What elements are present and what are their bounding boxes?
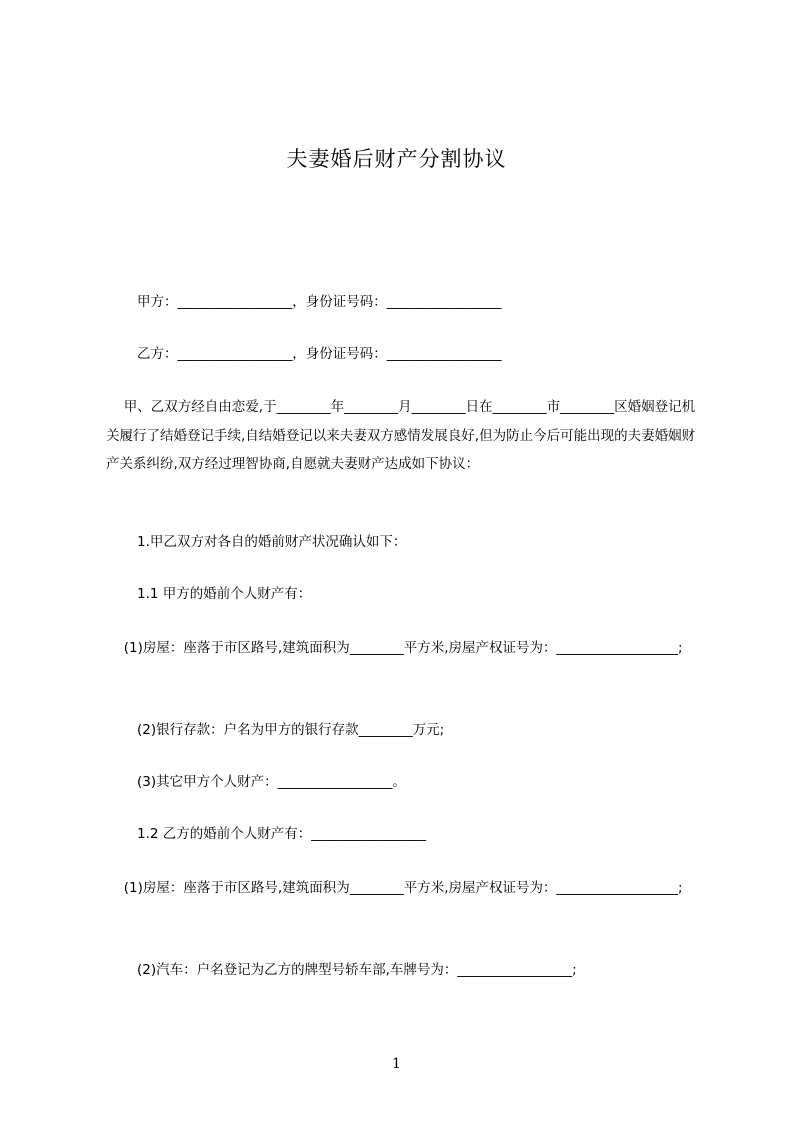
intro-paragraph: 甲、乙双方经自由恋爱,于________年________月________日在________市________区婚姻登记机关履行了结婚登记手续,自结婚登记以来夫妻双方感情发展良好,但为防止今后可能出现的夫妻婚姻财产关系纠纷,双方经过理智协商,自愿就夫妻财产达成如下协议： xyxy=(106,399,696,472)
party-a-deposit-item: (2)银行存款：户名为甲方的银行存款________万元; xyxy=(137,722,445,738)
clause-1-2: 1.2 乙方的婚前个人财产有：_________________ xyxy=(137,826,427,842)
party-b-house-item: (1)房屋：座落于市区路号,建筑面积为________平方米,房屋产权证号为：__________________; xyxy=(106,880,683,896)
page-number: 1 xyxy=(392,1056,401,1072)
party-a-line: 甲方：_________________，身份证号码：_________________ xyxy=(137,294,502,310)
document-title: 夫妻婚后财产分割协议 xyxy=(286,147,507,171)
clause-1: 1.甲乙双方对各自的婚前财产状况确认如下： xyxy=(137,534,407,550)
party-a-house-item: (1)房屋：座落于市区路号,建筑面积为________平方米,房屋产权证号为：__________________; xyxy=(106,640,683,656)
party-b-car-item: (2)汽车：户名登记为乙方的牌型号轿车部,车牌号为：_________________; xyxy=(137,962,577,978)
clause-1-1: 1.1 甲方的婚前个人财产有： xyxy=(137,586,312,602)
party-b-line: 乙方：_________________，身份证号码：_________________ xyxy=(137,346,502,362)
party-a-other-item: (3)其它甲方个人财产：_________________。 xyxy=(137,774,406,790)
